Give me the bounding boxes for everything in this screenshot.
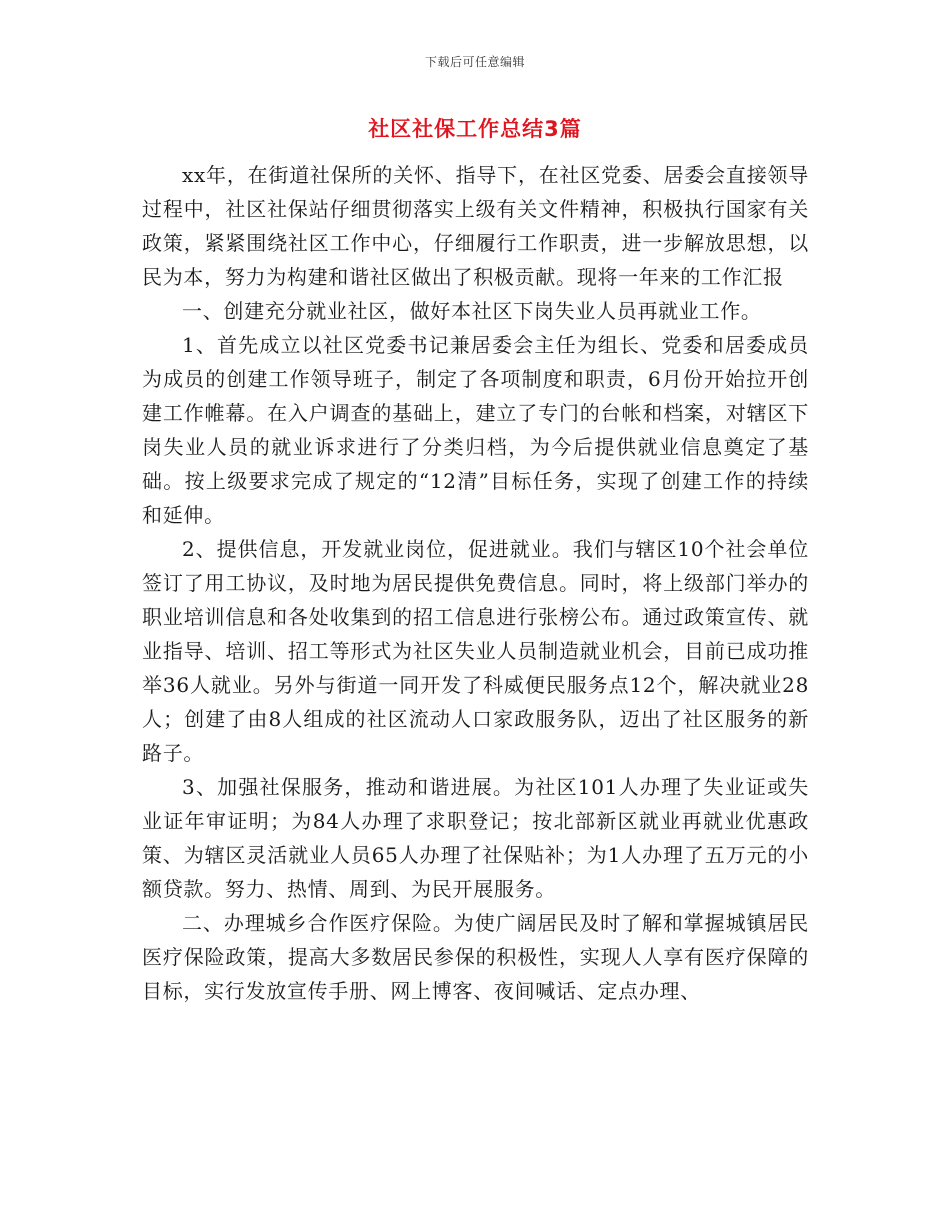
paragraph-section-2: 二、办理城乡合作医疗保险。为使广阔居民及时了解和掌握城镇居民医疗保险政策，提高大多数居民参保的积极性，实现人人享有医疗保障的目标，实行发放宣传手册、网上博客、夜间喊话、定点办理、 xyxy=(142,911,809,1003)
paragraph-item-2: 2、提供信息，开发就业岗位，促进就业。我们与辖区10个社会单位签订了用工协议，及时地为居民提供免费信息。同时，将上级部门举办的职业培训信息和各处收集到的招工信息进行张榜公布。通过政策宣传、就业指导、培训、招工等形式为社区失业人员制造就业机会，目前已成功推举36人就业。另外与街道一同开发了科威便民服务点12个，解决就业28人；创建了由8人组成的社区流动人口家政服务队，迈出了社区服务的新路子。 xyxy=(142,537,809,765)
paragraph-item-1: 1、首先成立以社区党委书记兼居委会主任为组长、党委和居委成员为成员的创建工作领导班子，制定了各项制度和职责，6月份开始拉开创建工作帷幕。在入户调查的基础上，建立了专门的台帐和档案，对辖区下岗失业人员的就业诉求进行了分类归档，为今后提供就业信息奠定了基础。按上级要求完成了规定的“12清”目标任务，实现了创建工作的持续和延伸。 xyxy=(142,333,809,527)
document-body xyxy=(142,158,809,1008)
document-title: 社区社保工作总结3篇 xyxy=(368,117,582,141)
paragraph-intro: xx年，在街道社保所的关怀、指导下，在社区党委、居委会直接领导过程中，社区社保站仔细贯彻落实上级有关文件精神，积极执行国家有关政策，紧紧围绕社区工作中心，仔细履行工作职责，进一步解放思想，以民为本，努力为构建和谐社区做出了积极贡献。现将一年来的工作汇报 xyxy=(142,163,809,289)
header-note: 下载后可任意编辑 xyxy=(424,55,525,69)
paragraph-item-3: 3、加强社保服务，推动和谐进展。为社区101人办理了失业证或失业证年审证明；为84人办理了求职登记；按北部新区就业再就业优惠政策、为辖区灵活就业人员65人办理了社保贴补；为1人办理了五万元的小额贷款。努力、热情、周到、为民开展服务。 xyxy=(142,775,809,901)
paragraph-section-1-heading: 一、创建充分就业社区，做好本社区下岗失业人员再就业工作。 xyxy=(182,299,762,323)
